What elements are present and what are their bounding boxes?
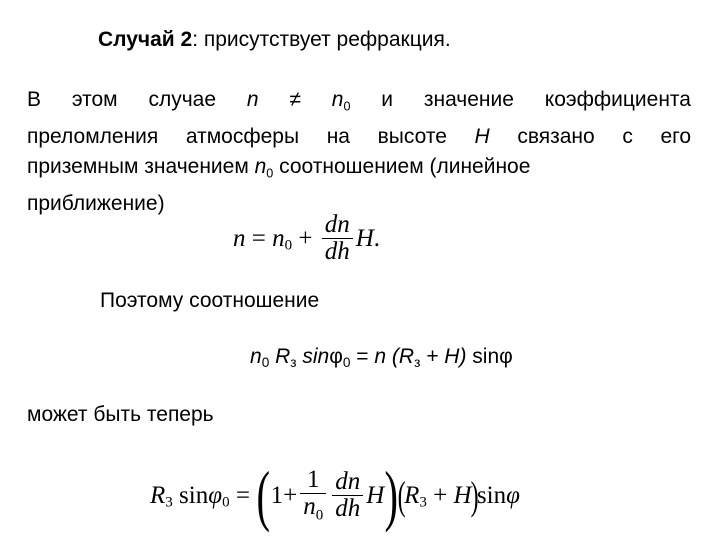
subscript: 0 xyxy=(315,507,324,524)
symbol-H: H xyxy=(453,481,472,509)
paragraph xyxy=(27,85,691,220)
subscript: 0 xyxy=(342,355,351,371)
symbol-R: R xyxy=(150,481,166,509)
symbol-R: R xyxy=(398,345,415,368)
fraction-numerator: dn xyxy=(322,212,353,239)
text-fragment: связано с его xyxy=(489,124,692,148)
symbol-phi: φ xyxy=(506,481,520,509)
close-paren: ) xyxy=(459,345,467,368)
text-can-be-now: может быть теперь xyxy=(27,403,214,426)
paragraph-line-2 xyxy=(27,122,691,153)
heading-text: : присутствует рефракция. xyxy=(192,28,451,51)
symbol-n0: n xyxy=(254,155,267,179)
text-fragment: и значение коэффициента xyxy=(350,88,691,111)
symbol-n: n xyxy=(233,224,246,252)
plus-sign: + xyxy=(283,481,298,509)
fraction-denominator: dh xyxy=(335,495,361,523)
paren-open: ( xyxy=(397,472,406,518)
symbol-n: n xyxy=(246,88,259,111)
equals-sign: = xyxy=(229,481,257,509)
subscript: 0 xyxy=(266,166,274,181)
case-label: Случай 2 xyxy=(98,28,193,51)
paragraph-line-3 xyxy=(27,152,691,189)
plus-sign: + xyxy=(420,345,445,368)
heading xyxy=(98,28,451,52)
subscript: 3 xyxy=(419,494,427,511)
plus-sign: + xyxy=(292,224,319,252)
equals-sign: = xyxy=(350,345,375,368)
symbol-n: n xyxy=(374,345,387,368)
paragraph-line-4: приближение) xyxy=(27,192,165,216)
not-equal-sign: ≠ xyxy=(258,88,332,111)
subscript: 0 xyxy=(284,237,293,254)
text-fragment: соотношением (линейное xyxy=(273,155,531,179)
open-paren: ( xyxy=(386,345,399,368)
subscript: 0 xyxy=(261,355,270,371)
subscript: 0 xyxy=(222,494,230,511)
symbol-phi: φ xyxy=(499,345,513,368)
equals-sign: = xyxy=(245,224,273,252)
symbol-H: H xyxy=(366,481,385,509)
sin-function: sin xyxy=(296,345,330,368)
text-fragment: преломления атмосферы на высоте xyxy=(27,124,475,148)
sin-function: sin xyxy=(476,481,507,509)
subscript: 3 xyxy=(165,494,173,511)
sin-function: sin xyxy=(172,481,209,509)
fraction-dn-dh xyxy=(322,212,353,266)
big-paren-close: ) xyxy=(384,458,399,533)
fraction-numerator: dn xyxy=(332,469,363,496)
formula-result xyxy=(150,458,520,533)
fraction-numerator: 1 xyxy=(300,467,326,494)
formula-linear-refraction xyxy=(233,212,380,266)
period: . xyxy=(373,224,381,252)
symbol-n0: n xyxy=(331,88,344,111)
symbol-phi: φ xyxy=(329,345,343,368)
symbol-H: H xyxy=(355,224,374,252)
plus-sign: + xyxy=(426,481,454,509)
symbol-n0: n xyxy=(272,224,285,252)
symbol-R: R xyxy=(404,481,420,509)
subscript: з xyxy=(290,355,297,371)
symbol-n0: n xyxy=(250,345,262,368)
text-fragment: приземным значением xyxy=(27,155,255,179)
symbol-H: H xyxy=(444,345,460,368)
symbol-n0: n xyxy=(303,493,316,521)
symbol-R: R xyxy=(269,345,291,368)
number-one: 1 xyxy=(270,481,284,509)
symbol-phi: φ xyxy=(208,481,223,509)
fraction-denominator: dh xyxy=(324,238,350,266)
text-therefore: Поэтому соотношение xyxy=(100,289,320,312)
text-fragment: В этом случае xyxy=(27,88,247,111)
paragraph-line-1 xyxy=(27,85,691,122)
subscript: 0 xyxy=(343,99,351,114)
sin-function: sin xyxy=(466,345,500,368)
symbol-H: H xyxy=(474,124,490,148)
fraction-dn-dh xyxy=(332,469,363,523)
formula-relation xyxy=(250,345,513,370)
big-paren-open: ( xyxy=(256,458,271,533)
fraction-denominator xyxy=(300,494,326,524)
paren-close: ) xyxy=(470,472,479,518)
subscript: з xyxy=(414,355,421,371)
fraction-1-over-n0 xyxy=(300,467,326,524)
